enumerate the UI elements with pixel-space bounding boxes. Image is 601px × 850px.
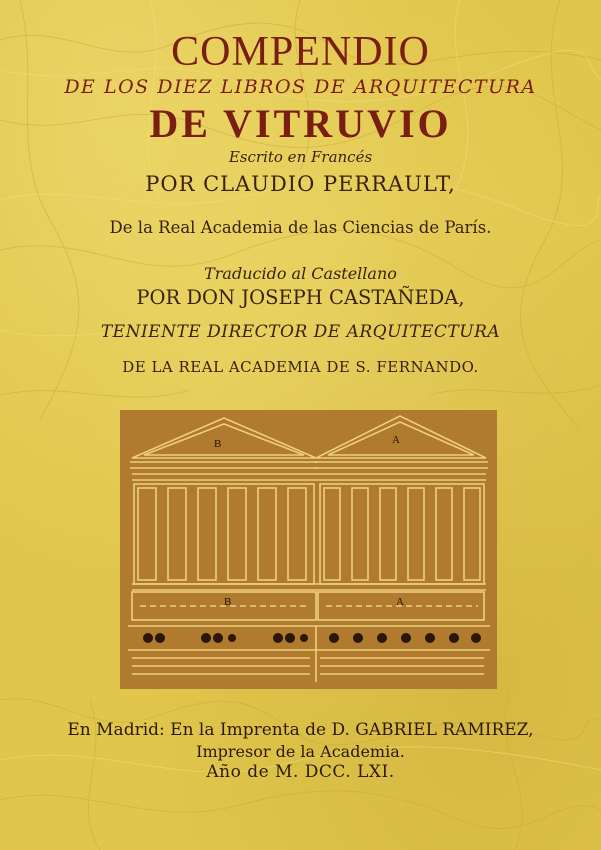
temple-elevations-drawing — [120, 410, 497, 689]
architectural-illustration — [120, 410, 497, 689]
author-academy-line: De la Real Academia de las Ciencias de París. — [109, 218, 492, 237]
title-compendio: COMPENDIO — [171, 29, 430, 75]
imprint-printer-title: Impresor de la Academia. — [196, 742, 405, 761]
label-a-elevation: A — [392, 434, 400, 446]
title-vitruvio: DE VITRUVIO — [149, 101, 452, 146]
translator-academy-line: DE LA REAL ACADEMIA DE S. FERNANDO. — [122, 358, 479, 376]
title-subtitle: DE LOS DIEZ LIBROS DE ARQUITECTURA — [64, 76, 537, 98]
translator-title-line: TENIENTE DIRECTOR DE ARQUITECTURA — [100, 322, 501, 342]
author-line: POR CLAUDIO PERRAULT, — [145, 172, 456, 196]
label-b-plan: B — [224, 596, 232, 608]
imprint-place-printer: En Madrid: En la Imprenta de D. GABRIEL RAMIREZ, — [67, 720, 534, 740]
written-in-french: Escrito en Francés — [228, 148, 373, 166]
imprint-year: Año de M. DCC. LXI. — [206, 762, 395, 782]
translator-line: POR DON JOSEPH CASTAÑEDA, — [136, 286, 465, 309]
label-a-plan: A — [396, 596, 404, 608]
label-b-elevation: B — [214, 438, 222, 450]
translated-line: Traducido al Castellano — [204, 264, 397, 283]
